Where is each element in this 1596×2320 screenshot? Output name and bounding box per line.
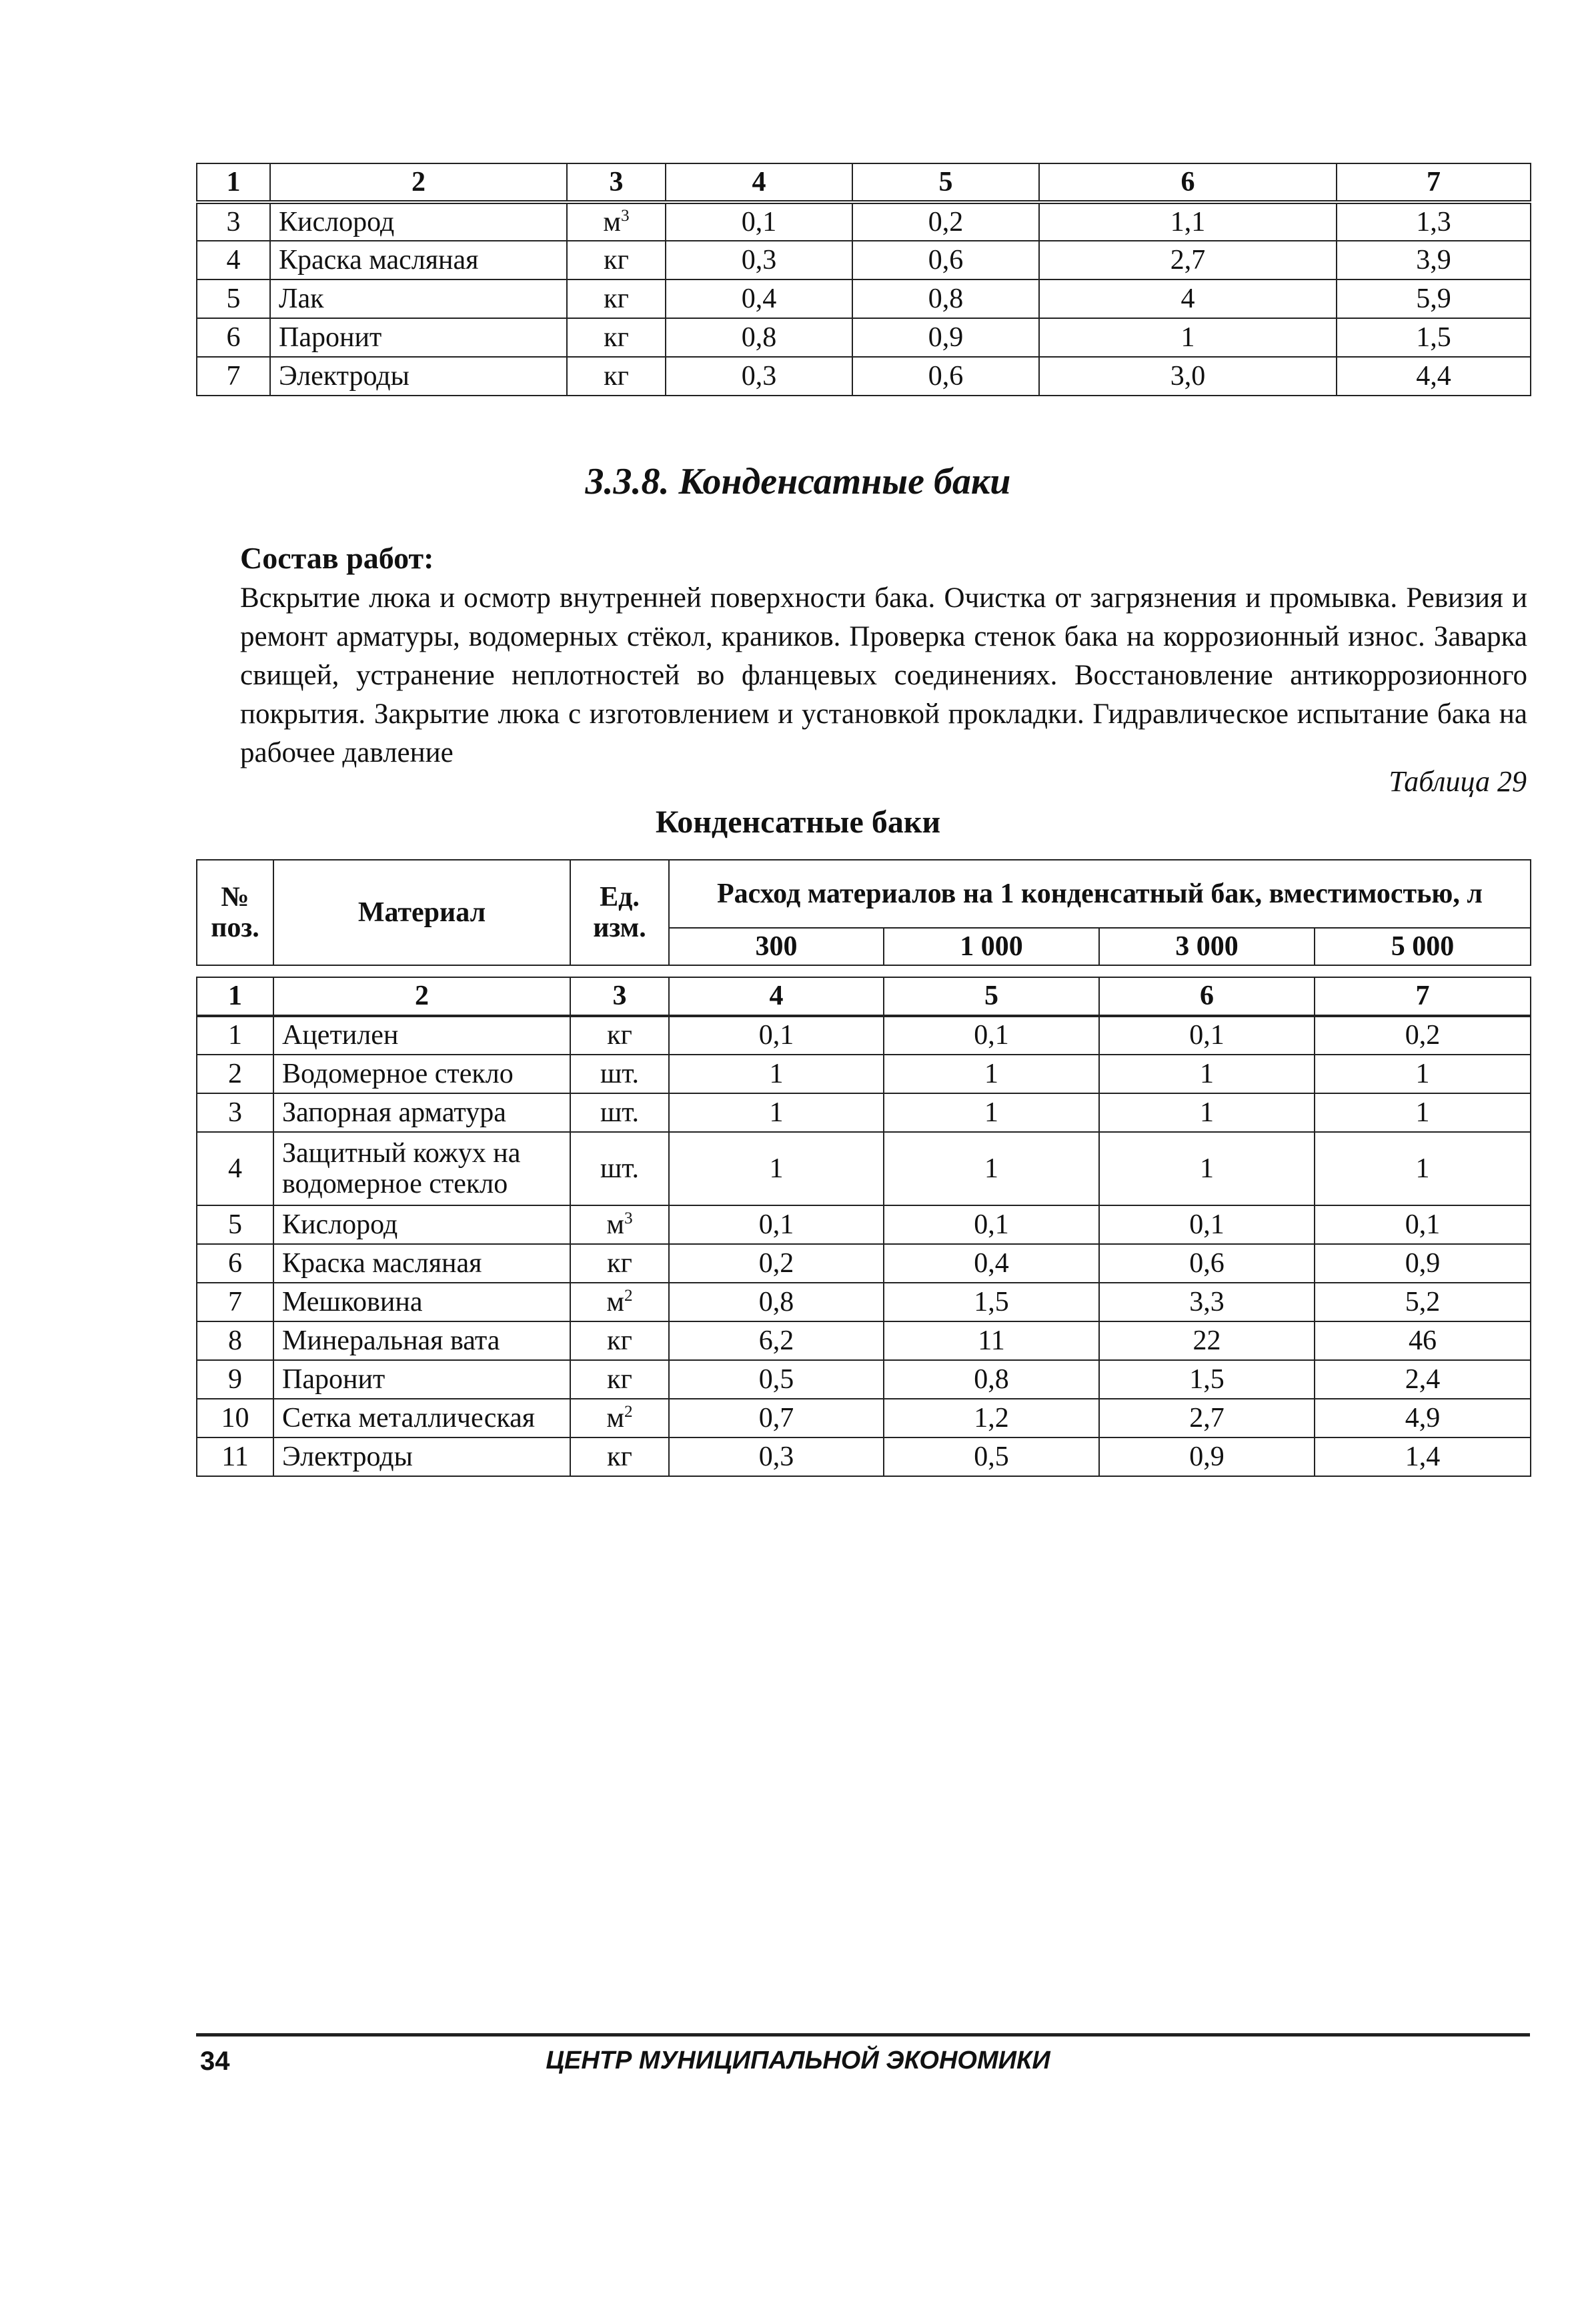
material-cell [270, 357, 567, 396]
cell-text: Паронит [279, 322, 382, 353]
table-cell [1315, 1437, 1531, 1476]
cell-text: 0,8 [758, 1286, 794, 1317]
cell-text: 6,2 [758, 1325, 794, 1356]
cell-text: 0,1 [974, 1020, 1009, 1051]
table-cell [567, 279, 666, 318]
cell-text: 10 [221, 1402, 249, 1433]
table-cell [197, 202, 270, 241]
material-cell [273, 1205, 570, 1244]
table-cell [1315, 1321, 1531, 1360]
cell-text: 1,1 [1170, 206, 1206, 237]
footer-rule [196, 2033, 1530, 2037]
table-cell [197, 1055, 273, 1093]
table-cell [570, 1437, 669, 1476]
cell-text: 11 [221, 1441, 249, 1472]
cell-text: 0,3 [741, 360, 777, 392]
cell-text: 6 [226, 322, 241, 353]
cell-text: м [606, 1209, 624, 1240]
cell-text: кг [607, 1441, 632, 1472]
table-cell [852, 202, 1039, 241]
cell-text: кг [604, 283, 629, 314]
col-number: 2 [270, 163, 567, 202]
col-number: 4 [666, 163, 852, 202]
table-cell [1099, 1360, 1315, 1399]
table-row [197, 279, 1531, 318]
table-cell [1099, 1132, 1315, 1205]
cell-text: 0,8 [928, 283, 964, 314]
table-cell [666, 318, 852, 357]
cell-text: 0,9 [1189, 1441, 1225, 1472]
table-cell [884, 1016, 1099, 1055]
cell-text: 46 [1409, 1325, 1437, 1356]
cell-text: 4 [228, 1153, 242, 1184]
cell-text: 2,7 [1170, 244, 1206, 275]
cell-text: Электроды [282, 1441, 413, 1472]
cell-text: м [603, 206, 621, 237]
cell-text: Кислород [279, 206, 395, 237]
table-cell [570, 1283, 669, 1321]
table-cell [669, 1360, 884, 1399]
col-number: 5 [884, 977, 1099, 1016]
cell-text: 3,0 [1170, 360, 1206, 392]
col-position-header: № поз. [197, 860, 273, 965]
cell-text: 0,1 [974, 1209, 1009, 1240]
cell-text: кг [604, 244, 629, 275]
cell-text: 1 [1415, 1153, 1430, 1184]
table-cell [884, 1132, 1099, 1205]
material-cell [270, 318, 567, 357]
material-cell [273, 1283, 570, 1321]
cell-text: м [606, 1402, 624, 1433]
cell-text: 5 [226, 283, 241, 314]
table-cell [197, 241, 270, 279]
unit-exponent: 3 [624, 1209, 633, 1227]
works-heading: Состав работ: [240, 541, 434, 575]
cell-text: 1,3 [1416, 206, 1451, 237]
table-cell [1315, 1205, 1531, 1244]
table-cell [197, 1093, 273, 1132]
cell-text: 9 [228, 1363, 242, 1395]
table-cell [570, 1132, 669, 1205]
table-cell [1337, 279, 1531, 318]
table-cell [1315, 1399, 1531, 1437]
cell-text: 8 [228, 1325, 242, 1356]
works-description: Вскрытие люка и осмотр внутренней поверхности бака. Очистка от загрязнения и промывка. Ревизия и ремонт арматуры, водомерных стёкол, краников. Проверка стенок бака на коррозионный износ. Заварка свищей, устранение неплотностей во фланцевых соединениях. Восстановление антикоррозионного покрытия. Закрытие люка с изготовлением и установкой прокладки. Гидравлическое испытание бака на рабочее давление [240, 582, 1527, 768]
cell-text: 1,2 [974, 1402, 1009, 1433]
table-cell [570, 1321, 669, 1360]
table-cell [884, 1055, 1099, 1093]
table-cell [570, 1399, 669, 1437]
table-row [197, 1244, 1531, 1283]
capacity-header: 1 000 [884, 928, 1099, 965]
table-cell [1039, 318, 1337, 357]
cell-text: Электроды [279, 360, 410, 392]
cell-text: Защитный кожух на водомерное стекло [282, 1137, 521, 1199]
cell-text: 1,5 [1416, 322, 1451, 353]
table-cell [1039, 357, 1337, 396]
col-number: 7 [1337, 163, 1531, 202]
table-row [197, 1016, 1531, 1055]
cell-text: 0,1 [1189, 1209, 1225, 1240]
table-cell [1099, 1055, 1315, 1093]
table-cell [570, 1093, 669, 1132]
capacity-header: 5 000 [1315, 928, 1531, 965]
table-cell [197, 1283, 273, 1321]
table-cell [197, 1205, 273, 1244]
cell-text: 3,9 [1416, 244, 1451, 275]
table-row [197, 1360, 1531, 1399]
cell-text: 5,2 [1405, 1286, 1441, 1317]
cell-text: 0,1 [741, 206, 777, 237]
cell-text: 0,1 [1405, 1209, 1441, 1240]
cell-text: 0,5 [758, 1363, 794, 1395]
unit-exponent: 3 [620, 206, 630, 225]
cell-text: 0,6 [928, 360, 964, 392]
cell-text: 1 [984, 1058, 998, 1089]
table-cell [666, 279, 852, 318]
table-cell [1039, 241, 1337, 279]
col-consumption-header: Расход материалов на 1 конденсатный бак, вместимостью, л [669, 860, 1531, 928]
table-cell [666, 202, 852, 241]
cell-text: 1,4 [1405, 1441, 1441, 1472]
table-row [197, 1132, 1531, 1205]
cell-text: 1 [1180, 322, 1195, 353]
cell-text: 0,1 [758, 1020, 794, 1051]
cell-text: 0,6 [1189, 1247, 1225, 1279]
table-cell [884, 1437, 1099, 1476]
table-row [197, 318, 1531, 357]
table-cell [570, 1244, 669, 1283]
col-material-header: Материал [273, 860, 570, 965]
cell-text: 1 [984, 1097, 998, 1128]
cell-text: Сетка металлическая [282, 1402, 536, 1433]
table-cell [567, 241, 666, 279]
table-cell [884, 1360, 1099, 1399]
table-row [197, 1321, 1531, 1360]
table-cell [197, 318, 270, 357]
material-cell [273, 1360, 570, 1399]
table-cell [666, 357, 852, 396]
cell-text: 2,7 [1189, 1402, 1225, 1433]
cell-text: Лак [279, 283, 324, 314]
table-cell [1315, 1283, 1531, 1321]
table-cell [1315, 1360, 1531, 1399]
col-number: 2 [273, 977, 570, 1016]
cell-text: 3,3 [1189, 1286, 1225, 1317]
cell-text: Водомерное стекло [282, 1058, 514, 1089]
table-row [197, 1205, 1531, 1244]
material-cell [270, 279, 567, 318]
unit-exponent: 2 [624, 1402, 633, 1421]
col-number: 1 [197, 163, 270, 202]
table-cell [669, 1055, 884, 1093]
material-cell [270, 241, 567, 279]
cell-text: 0,9 [1405, 1247, 1441, 1279]
table-cell [197, 1437, 273, 1476]
cell-text: 1 [1200, 1058, 1214, 1089]
table-cell [570, 1205, 669, 1244]
cell-text: 1,5 [1189, 1363, 1225, 1395]
cell-text: 0,8 [741, 322, 777, 353]
table-cell [1039, 202, 1337, 241]
cell-text: м [606, 1286, 624, 1317]
continued-materials-table [196, 163, 1531, 396]
col-number: 6 [1099, 977, 1315, 1016]
table-cell [669, 1437, 884, 1476]
cell-text: 0,2 [928, 206, 964, 237]
table-row [197, 241, 1531, 279]
cell-text: кг [607, 1325, 632, 1356]
cell-text: 0,2 [1405, 1020, 1441, 1051]
cell-text: 0,5 [974, 1441, 1009, 1472]
table-cell [852, 241, 1039, 279]
table-row [197, 202, 1531, 241]
table-cell [1099, 1093, 1315, 1132]
cell-text: кг [607, 1363, 632, 1395]
table-cell [570, 1360, 669, 1399]
col-number: 1 [197, 977, 273, 1016]
cell-text: 5 [228, 1209, 242, 1240]
cell-text: Минеральная вата [282, 1325, 500, 1356]
table-29 [196, 977, 1531, 1477]
cell-text: 0,2 [758, 1247, 794, 1279]
cell-text: Краска масляная [282, 1247, 482, 1279]
table-cell [884, 1205, 1099, 1244]
cell-text: 1 [984, 1153, 998, 1184]
table-cell [197, 1244, 273, 1283]
table-cell [1315, 1244, 1531, 1283]
table-cell [567, 357, 666, 396]
table-row [197, 1399, 1531, 1437]
col-unit-header: Ед. изм. [570, 860, 669, 965]
cell-text: шт. [600, 1058, 640, 1089]
table-cell [884, 1244, 1099, 1283]
table-cell [1315, 1132, 1531, 1205]
cell-text: 1 [1200, 1153, 1214, 1184]
cell-text: 4 [1180, 283, 1195, 314]
table-29-header [196, 859, 1531, 966]
material-cell [273, 1016, 570, 1055]
table-cell [1315, 1055, 1531, 1093]
table-cell [884, 1321, 1099, 1360]
material-cell [273, 1132, 570, 1205]
table-cell [197, 357, 270, 396]
table-cell [570, 1016, 669, 1055]
table-cell [197, 1321, 273, 1360]
page-number: 34 [200, 2047, 230, 2076]
table-cell [1099, 1321, 1315, 1360]
table-row [197, 1283, 1531, 1321]
cell-text: 4,4 [1416, 360, 1451, 392]
table-cell [884, 1093, 1099, 1132]
cell-text: Мешковина [282, 1286, 423, 1317]
cell-text: 0,9 [928, 322, 964, 353]
table-cell [567, 202, 666, 241]
cell-text: Паронит [282, 1363, 385, 1395]
table-cell [197, 1132, 273, 1205]
table-cell [1315, 1093, 1531, 1132]
table-cell [197, 1399, 273, 1437]
cell-text: 0,1 [1189, 1020, 1225, 1051]
cell-text: Ацетилен [282, 1020, 399, 1051]
table-cell [669, 1399, 884, 1437]
cell-text: 1 [769, 1097, 784, 1128]
table-column-numbers [197, 163, 1531, 202]
table-cell [669, 1205, 884, 1244]
cell-text: 1 [1415, 1097, 1430, 1128]
table-cell [669, 1321, 884, 1360]
col-number: 7 [1315, 977, 1531, 1016]
col-number: 3 [570, 977, 669, 1016]
cell-text: 4 [226, 244, 241, 275]
cell-text: Запорная арматура [282, 1097, 506, 1128]
table-cell [567, 318, 666, 357]
cell-text: 2 [228, 1058, 242, 1089]
table-cell [884, 1399, 1099, 1437]
table-cell [1099, 1437, 1315, 1476]
table-cell [1099, 1244, 1315, 1283]
material-cell [273, 1399, 570, 1437]
cell-text: 0,6 [928, 244, 964, 275]
cell-text: 3 [228, 1097, 242, 1128]
cell-text: кг [607, 1020, 632, 1051]
table-cell [1337, 357, 1531, 396]
table-cell [669, 1132, 884, 1205]
cell-text: 0,4 [974, 1247, 1009, 1279]
table-cell [669, 1244, 884, 1283]
table-cell [884, 1283, 1099, 1321]
table-cell [852, 318, 1039, 357]
cell-text: Краска масляная [279, 244, 479, 275]
material-cell [273, 1055, 570, 1093]
capacity-header: 300 [669, 928, 884, 965]
material-cell [273, 1244, 570, 1283]
table-number: Таблица 29 [1389, 765, 1527, 798]
table-cell [1337, 202, 1531, 241]
cell-text: 7 [226, 360, 241, 392]
col-number: 5 [852, 163, 1039, 202]
table-column-numbers [197, 977, 1531, 1016]
material-cell [273, 1437, 570, 1476]
cell-text: 0,3 [741, 244, 777, 275]
cell-text: 7 [228, 1286, 242, 1317]
col-number: 6 [1039, 163, 1337, 202]
cell-text: 0,7 [758, 1402, 794, 1433]
material-cell [273, 1093, 570, 1132]
table-cell [570, 1055, 669, 1093]
footer-title: ЦЕНТР МУНИЦИПАЛЬНОЙ ЭКОНОМИКИ [546, 2047, 1050, 2075]
cell-text: 2,4 [1405, 1363, 1441, 1395]
table-cell [669, 1093, 884, 1132]
capacity-header: 3 000 [1099, 928, 1315, 965]
table-row [197, 1437, 1531, 1476]
table-cell [1099, 1205, 1315, 1244]
table-row [197, 1093, 1531, 1132]
table-cell [1315, 1016, 1531, 1055]
cell-text: 1,5 [974, 1286, 1009, 1317]
cell-text: Кислород [282, 1209, 398, 1240]
cell-text: 0,1 [758, 1209, 794, 1240]
cell-text: 11 [978, 1325, 1005, 1356]
cell-text: 5,9 [1416, 283, 1451, 314]
col-number: 4 [669, 977, 884, 1016]
table-cell [1099, 1399, 1315, 1437]
table-row [197, 1055, 1531, 1093]
cell-text: шт. [600, 1097, 640, 1128]
material-cell [273, 1321, 570, 1360]
cell-text: шт. [600, 1153, 640, 1184]
table-cell [197, 1360, 273, 1399]
cell-text: кг [607, 1247, 632, 1279]
cell-text: 1 [1200, 1097, 1214, 1128]
table-title: Конденсатные баки [655, 804, 941, 840]
cell-text: 1 [1415, 1058, 1430, 1089]
cell-text: 4,9 [1405, 1402, 1441, 1433]
table-cell [197, 1016, 273, 1055]
cell-text: 0,8 [974, 1363, 1009, 1395]
table-cell [669, 1283, 884, 1321]
section-title: 3.3.8. Конденсатные баки [585, 461, 1011, 502]
table-cell [666, 241, 852, 279]
cell-text: 1 [769, 1058, 784, 1089]
cell-text: кг [604, 360, 629, 392]
cell-text: 3 [226, 206, 241, 237]
cell-text: 22 [1192, 1325, 1221, 1356]
cell-text: кг [604, 322, 629, 353]
table-cell [852, 357, 1039, 396]
table-row [197, 357, 1531, 396]
table-cell [1337, 318, 1531, 357]
table-cell [1099, 1283, 1315, 1321]
table-cell [852, 279, 1039, 318]
cell-text: 1 [228, 1020, 242, 1051]
table-cell [197, 279, 270, 318]
cell-text: 0,4 [741, 283, 777, 314]
table-cell [1099, 1016, 1315, 1055]
table-cell [1039, 279, 1337, 318]
material-cell [270, 202, 567, 241]
table-cell [669, 1016, 884, 1055]
cell-text: 1 [769, 1153, 784, 1184]
unit-exponent: 2 [624, 1286, 633, 1305]
cell-text: 0,3 [758, 1441, 794, 1472]
table-cell [1337, 241, 1531, 279]
cell-text: 6 [228, 1247, 242, 1279]
col-number: 3 [567, 163, 666, 202]
